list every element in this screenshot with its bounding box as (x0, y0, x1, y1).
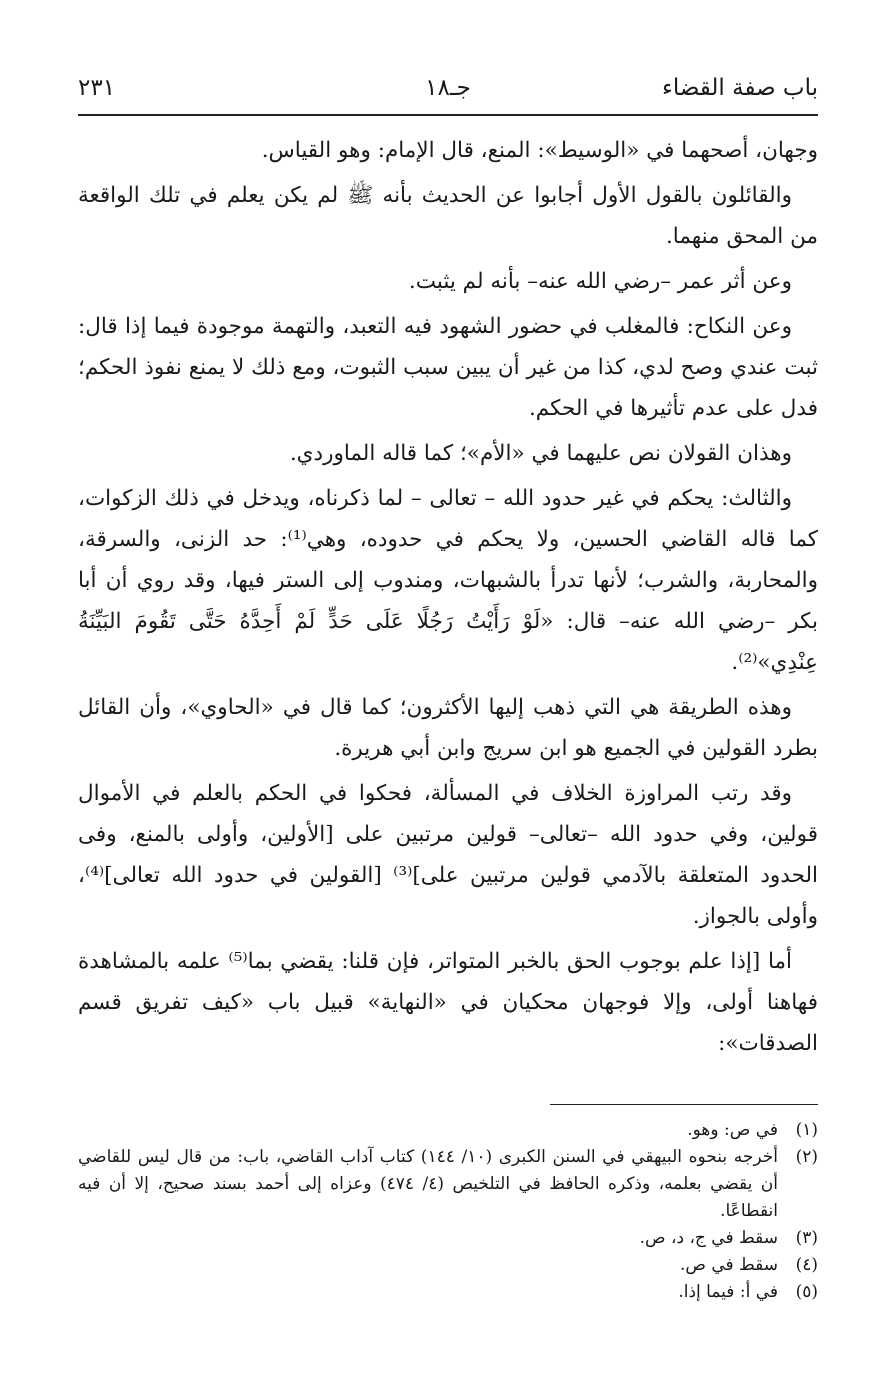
paragraph: وجهان، أصحهما في «الوسيط»: المنع، قال الإمام: وهو القياس. (261, 138, 818, 163)
footnote (78, 1279, 818, 1306)
footnote-text: في أ: فيما إذا. (678, 1282, 778, 1302)
paragraph: وعن أثر عمر –رضي الله عنه– بأنه لم يثبت. (408, 269, 792, 294)
footnote-number: (٤) (795, 1255, 818, 1275)
volume-label: جـ١٨ (425, 75, 471, 101)
footnote (78, 1225, 818, 1252)
footnote-text: أخرجه بنحوه البيهقي في السنن الكبرى (١٠/ ١٤٤) كتاب آداب القاضي، باب: من قال ليس للقاضي أن يقضي بعلمه، وذكره الحافظ في التلخيص (٤/ ٤٧٤) وعزاه إلى أحمد بسند صحيح، إلا أن فيه انقطاعًا. (78, 1147, 778, 1221)
paragraph: وقد رتب المراوزة الخلاف في المسألة، فحكوا في الحكم بالعلم في الأموال قولين، وفي حدود الله –تعالى– قولين مرتبين على [الأولين، وأولى بالمنع، وفى الحدود المتعلقة بالآدمي قولين مرتبين على]⁽³⁾ [القولين في حدود الله تعالى]⁽⁴⁾، وأولى بالجواز. (78, 781, 818, 929)
paragraph: وهذه الطريقة هي التي ذهب إليها الأكثرون؛ كما قال في «الحاوي»، وأن القائل بطرد القولين في الجميع هو ابن سريج وابن أبي هريرة. (78, 695, 818, 761)
footnote-text: في ص: وهو. (687, 1120, 778, 1140)
paragraph: والثالث: يحكم في غير حدود الله – تعالى – لما ذكرناه، ويدخل في ذلك الزكوات، كما قاله القاضي الحسين، ولا يحكم في حدوده، وهي⁽¹⁾: حد الزنى، والسرقة، والمحاربة، والشرب؛ لأنها تدرأ بالشبهات، ومندوب إلى الستر فيها، وقد روي أن أبا بكر –رضي الله عنه– قال: «لَوْ رَأَيْتُ رَجُلًا عَلَى حَدٍّ لَمْ أَحِدَّهُ حَتَّى تَقُومَ البَيِّنَةُ عِنْدِي»⁽²⁾. (78, 486, 818, 675)
footnote (78, 1117, 818, 1144)
paragraph: والقائلون بالقول الأول أجابوا عن الحديث بأنه ﷺ لم يكن يعلم في تلك الواقعة من المحق منهما. (78, 183, 818, 249)
footnotes (78, 1117, 818, 1306)
footnote-number: (١) (795, 1120, 818, 1140)
chapter-title: باب صفة القضاء (662, 75, 818, 101)
main-text (78, 130, 818, 1064)
footnote (78, 1252, 818, 1279)
footnote (78, 1144, 818, 1225)
footnote-number: (٢) (795, 1147, 818, 1167)
footnote-text: سقط في ج، د، ص. (639, 1228, 778, 1248)
book-page (78, 68, 818, 1306)
running-header (78, 68, 818, 108)
page-number: ٢٣١ (78, 75, 116, 101)
footnote-separator (550, 1104, 818, 1105)
footnote-text: سقط في ص. (679, 1255, 778, 1275)
footnote-number: (٥) (795, 1282, 818, 1302)
footnote-number: (٣) (795, 1228, 818, 1248)
paragraph: وهذان القولان نص عليهما في «الأم»؛ كما قاله الماوردي. (289, 441, 792, 466)
paragraph: أما [إذا علم بوجوب الحق بالخبر المتواتر، فإن قلنا: يقضي بما⁽⁵⁾ علمه بالمشاهدة فهاهنا أولى، وإلا فوجهان محكيان في «النهاية» قبيل باب «كيف تفريق قسم الصدقات»: (78, 949, 818, 1056)
header-rule (78, 114, 818, 116)
paragraph: وعن النكاح: فالمغلب في حضور الشهود فيه التعبد، والتهمة موجودة فيما إذا قال: ثبت عندي وصح لدي، كذا من غير أن يبين سبب الثبوت، ومع ذلك لا يمنع نفوذ الحكم؛ فدل على عدم تأثيرها في الحكم. (78, 314, 818, 421)
